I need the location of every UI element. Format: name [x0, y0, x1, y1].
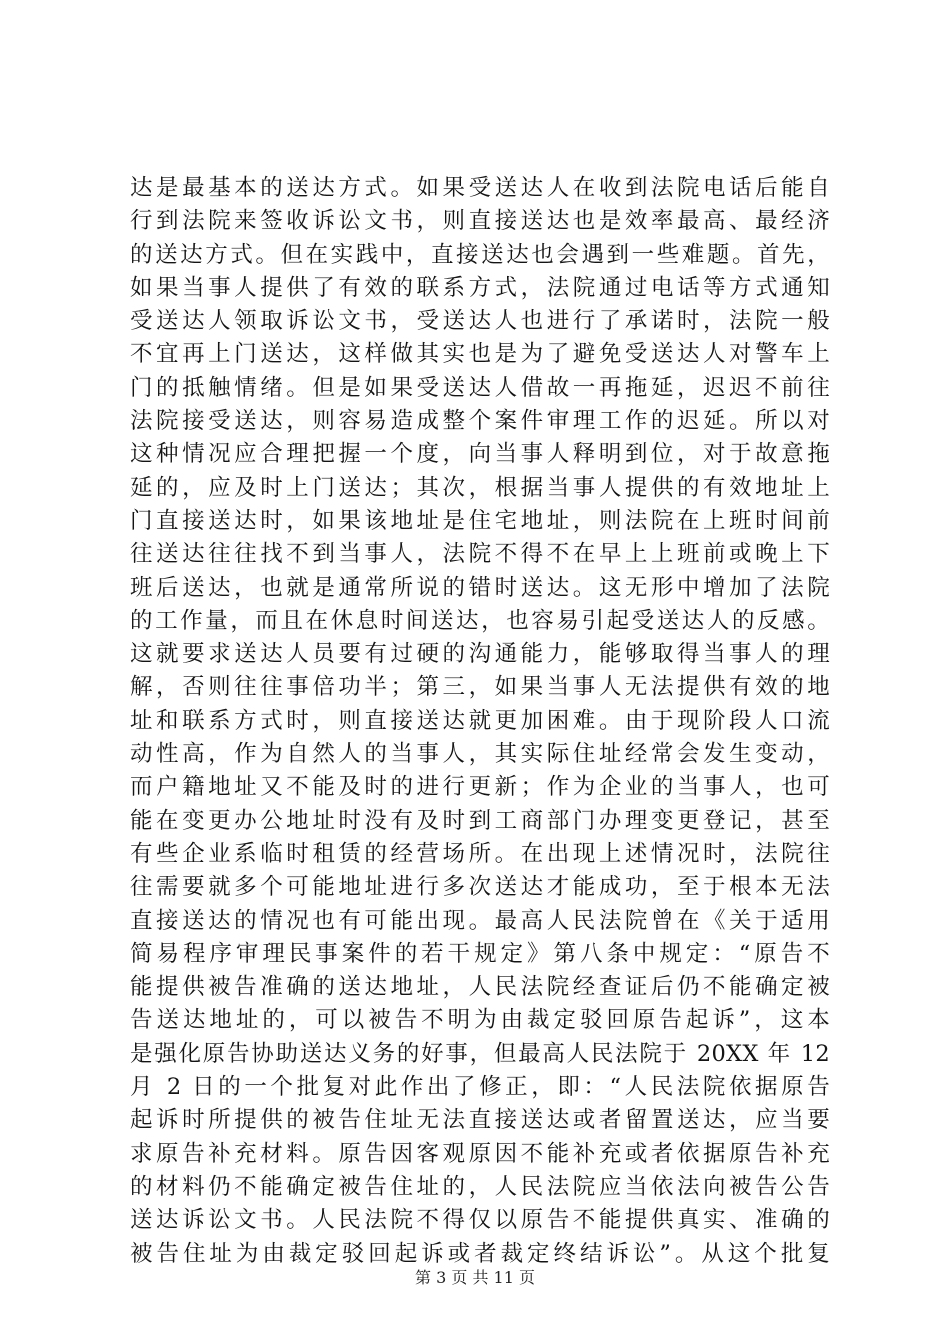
page-footer: 第 3 页 共 11 页: [415, 1268, 535, 1287]
body-text-line: 门的抵触情绪。但是如果受送达人借故一再拖延，迟迟不前往: [130, 374, 830, 401]
body-text-line: 受送达人领取诉讼文书，受送达人也进行了承诺时，法院一般: [130, 308, 830, 335]
body-text-line: 被告住址为由裁定驳回起诉或者裁定终结诉讼”。从这个批复: [130, 1240, 830, 1267]
body-text-line: 址和联系方式时，则直接送达就更加困难。由于现阶段人口流: [130, 707, 830, 734]
body-text-line: 求原告补充材料。原告因客观原因不能补充或者依据原告补充: [130, 1140, 830, 1167]
body-text: [130, 172, 830, 1271]
body-text-line: 送达诉讼文书。人民法院不得仅以原告不能提供真实、准确的: [130, 1207, 830, 1234]
body-text-line: 这就要求送达人员要有过硬的沟通能力，能够取得当事人的理: [130, 641, 830, 668]
body-text-line: 有些企业系临时租赁的经营场所。在出现上述情况时，法院往: [130, 840, 830, 867]
body-text-line: 这种情况应合理把握一个度，向当事人释明到位，对于故意拖: [130, 441, 830, 468]
body-text-line: 告送达地址的，可以被告不明为由裁定驳回原告起诉”，这本: [130, 1007, 830, 1034]
body-text-line: 能在变更办公地址时没有及时到工商部门办理变更登记，甚至: [130, 807, 830, 834]
body-text-line: 而户籍地址又不能及时的进行更新；作为企业的当事人，也可: [130, 774, 830, 801]
body-text-line: 如果当事人提供了有效的联系方式，法院通过电话等方式通知: [130, 274, 830, 301]
body-text-line: 的送达方式。但在实践中，直接送达也会遇到一些难题。首先，: [130, 241, 830, 268]
body-text-line: 起诉时所提供的被告住址无法直接送达或者留置送达，应当要: [130, 1107, 830, 1134]
body-text-line: 的材料仍不能确定被告住址的，人民法院应当依法向被告公告: [130, 1173, 830, 1200]
body-text-line: 解，否则往往事倍功半；第三，如果当事人无法提供有效的地: [130, 674, 830, 701]
body-text-line: 不宜再上门送达，这样做其实也是为了避免受送达人对警车上: [130, 341, 830, 368]
body-text-line: 达是最基本的送达方式。如果受送达人在收到法院电话后能自: [130, 175, 830, 201]
body-text-line: 简易程序审理民事案件的若干规定》第八条中规定：“原告不: [130, 940, 830, 967]
body-text-line: 班后送达，也就是通常所说的错时送达。这无形中增加了法院: [130, 574, 830, 601]
body-text-line: 的工作量，而且在休息时间送达，也容易引起受送达人的反感。: [130, 607, 830, 634]
body-text-line: 月 2 日的一个批复对此作出了修正，即：“人民法院依据原告: [130, 1074, 830, 1101]
body-text-line: 门直接送达时，如果该地址是住宅地址，则法院在上班时间前: [130, 507, 830, 534]
body-text-line: 动性高，作为自然人的当事人，其实际住址经常会发生变动，: [130, 741, 830, 768]
body-text-line: 直接送达的情况也有可能出现。最高人民法院曾在《关于适用: [130, 907, 830, 934]
body-text-line: 往需要就多个可能地址进行多次送达才能成功，至于根本无法: [130, 874, 830, 901]
body-text-line: 是强化原告协助送达义务的好事，但最高人民法院于 20XX 年 12: [130, 1040, 830, 1067]
body-text-line: 能提供被告准确的送达地址，人民法院经查证后仍不能确定被: [130, 974, 830, 1001]
body-text-line: 往送达往往找不到当事人，法院不得不在早上上班前或晚上下: [130, 541, 830, 568]
body-text-line: 延的，应及时上门送达；其次，根据当事人提供的有效地址上: [130, 474, 830, 501]
body-text-line: 行到法院来签收诉讼文书，则直接送达也是效率最高、最经济: [130, 208, 830, 235]
body-text-line: 法院接受送达，则容易造成整个案件审理工作的迟延。所以对: [130, 408, 830, 435]
